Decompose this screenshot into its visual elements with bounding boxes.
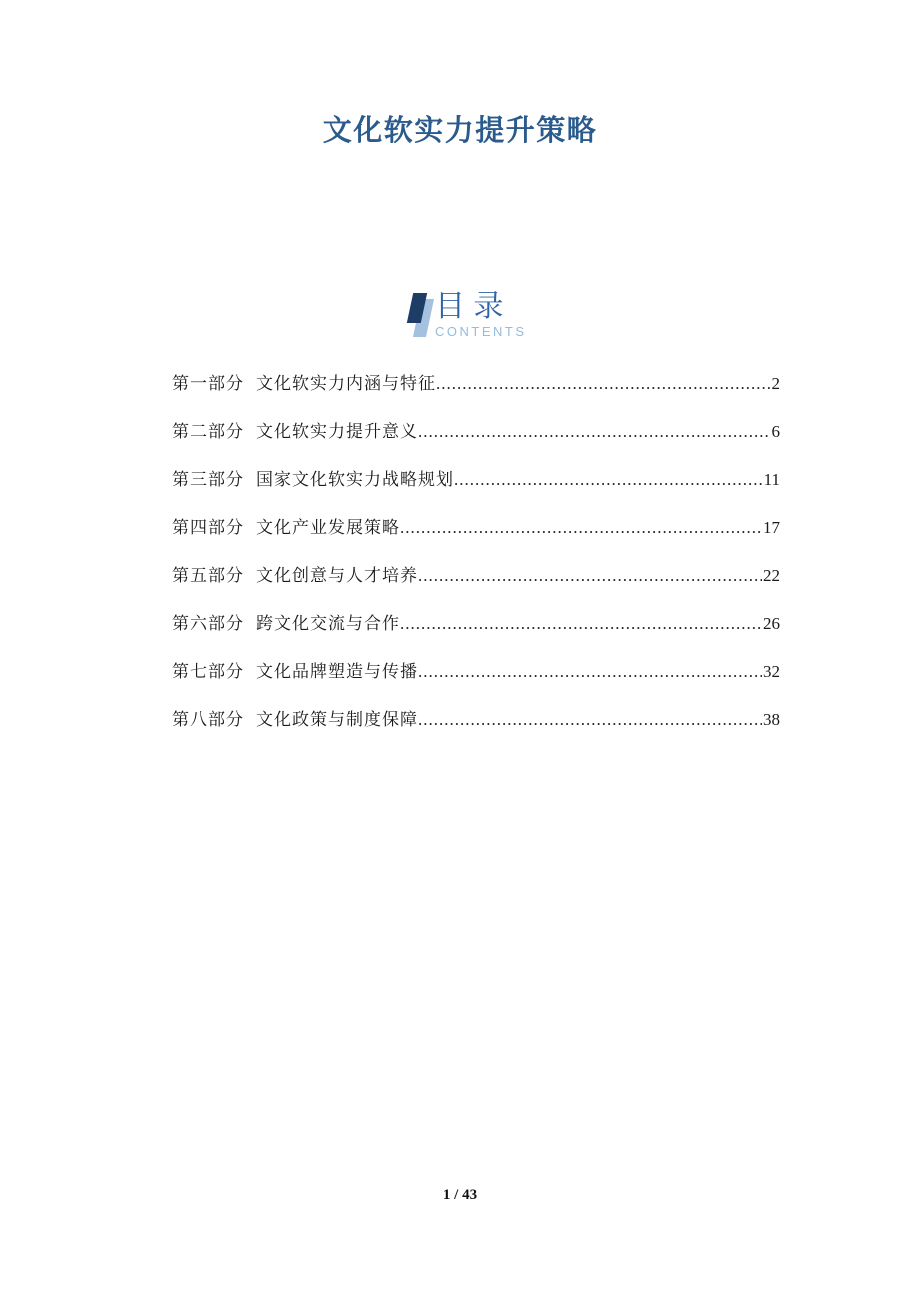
toc-entry-label: 第一部分 bbox=[172, 374, 244, 393]
toc-entry-label: 第五部分 bbox=[172, 566, 244, 585]
toc-entry-title: 文化创意与人才培养 bbox=[256, 566, 418, 585]
toc-entry-page: 2 bbox=[771, 374, 780, 393]
toc-entry[interactable] bbox=[172, 410, 780, 458]
toc-entry[interactable] bbox=[172, 554, 780, 602]
toc-header bbox=[404, 288, 527, 350]
toc-entry-title: 跨文化交流与合作 bbox=[256, 614, 400, 633]
toc-entry[interactable] bbox=[172, 506, 780, 554]
toc-entry-page: 22 bbox=[763, 566, 780, 585]
toc-entry-label: 第七部分 bbox=[172, 662, 244, 681]
toc-dot-leader bbox=[436, 374, 771, 394]
toc-entry-title: 国家文化软实力战略规划 bbox=[256, 470, 454, 489]
toc-entry-label: 第六部分 bbox=[172, 614, 244, 633]
toc-entry[interactable] bbox=[172, 698, 780, 746]
toc-entry-label: 第二部分 bbox=[172, 422, 244, 441]
toc-entry-label: 第三部分 bbox=[172, 470, 244, 489]
toc-entry-page: 26 bbox=[763, 614, 780, 633]
toc-heading: 目 录 bbox=[435, 290, 504, 323]
toc-dot-leader bbox=[418, 422, 771, 442]
toc-dot-leader bbox=[418, 566, 762, 586]
toc-entry-page: 38 bbox=[763, 710, 780, 729]
toc-list bbox=[172, 362, 780, 746]
toc-entry[interactable] bbox=[172, 650, 780, 698]
toc-entry[interactable] bbox=[172, 458, 780, 506]
toc-subheading: CONTENTS bbox=[435, 324, 527, 339]
toc-entry-page: 32 bbox=[763, 662, 780, 681]
toc-heading-group bbox=[435, 288, 527, 338]
toc-dot-leader bbox=[400, 614, 762, 634]
toc-entry-label: 第四部分 bbox=[172, 518, 244, 537]
toc-dot-leader bbox=[418, 710, 762, 730]
toc-entry-label: 第八部分 bbox=[172, 710, 244, 729]
toc-entry[interactable] bbox=[172, 602, 780, 650]
toc-dot-leader bbox=[454, 470, 763, 490]
page-number-footer: 1 / 43 bbox=[442, 1187, 478, 1203]
toc-entry-title: 文化软实力内涵与特征 bbox=[256, 374, 436, 393]
toc-entry-page: 17 bbox=[763, 518, 780, 537]
toc-entry-title: 文化品牌塑造与传播 bbox=[256, 662, 418, 681]
toc-dot-leader bbox=[418, 662, 762, 682]
document-title: 文化软实力提升策略 bbox=[322, 115, 598, 147]
toc-entry[interactable] bbox=[172, 362, 780, 410]
toc-entry-title: 文化产业发展策略 bbox=[256, 518, 400, 537]
toc-dot-leader bbox=[400, 518, 762, 538]
toc-decoration-icon bbox=[404, 288, 435, 350]
toc-entry-page: 11 bbox=[763, 470, 780, 489]
toc-entry-title: 文化政策与制度保障 bbox=[256, 710, 418, 729]
toc-entry-title: 文化软实力提升意义 bbox=[256, 422, 418, 441]
toc-entry-page: 6 bbox=[771, 422, 780, 441]
